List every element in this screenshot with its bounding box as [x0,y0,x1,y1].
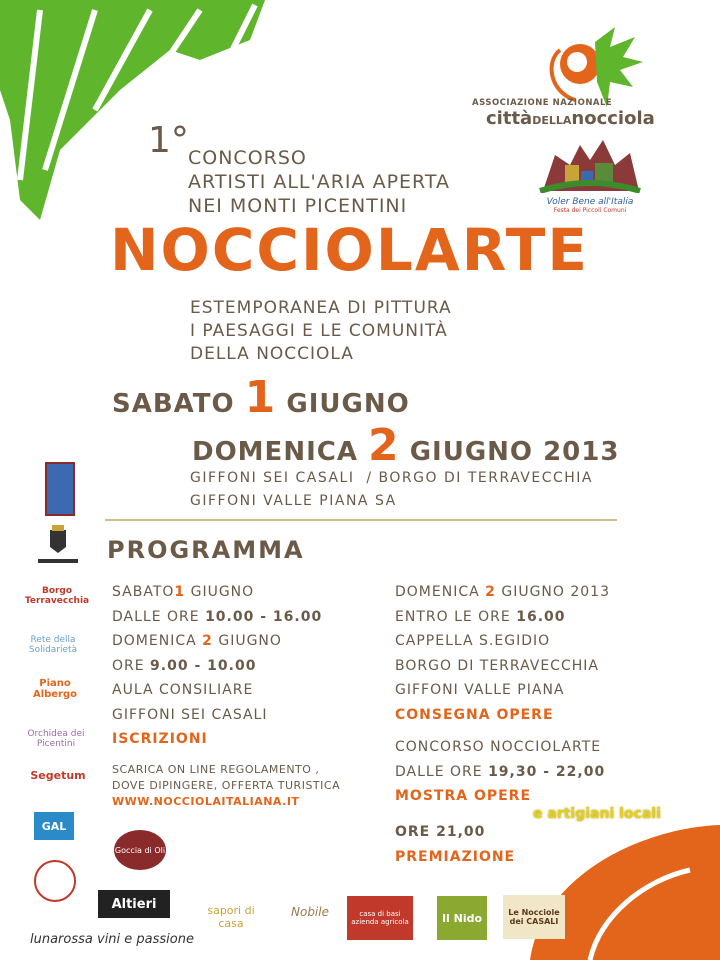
segetum-logo: Segetum [30,768,86,782]
subtitle-line-3: DELLA NOCCIOLA [190,344,354,364]
voler-bene-badge [535,135,645,214]
location-line-1: GIFFONI SEI CASALI / BORGO DI TERRAVECCHIA [190,470,593,486]
right-line-4: BORGO DI TERRAVECCHIA [395,657,599,674]
left-line-6: GIFFONI SEI CASALI [112,706,268,723]
nocciole-casali-logo: Le Nocciole dei CASALI [503,895,565,939]
date-saturday: SABATO 1 GIUGNO [112,372,410,423]
right-schedule [395,580,695,809]
edition-ordinal: 1° [148,120,189,161]
consegna-label: CONSEGNA OPERE [395,706,554,723]
subtitle-line-2: I PAESAGGI E LE COMUNITÀ [190,321,448,341]
circle-logo-icon [34,860,76,902]
left-line-1: SABATO1 GIUGNO [112,584,255,600]
nobile-logo: Nobile [291,905,329,919]
right-line-8: DALLE ORE 19,30 - 22,00 [395,763,606,780]
award-time: ORE 21,00 [395,824,486,840]
download-note-1: SCARICA ON LINE REGOLAMENTO , [112,763,320,776]
badge-title: Voler Bene all'Italia [546,197,634,207]
comune-logo [38,525,78,565]
sapori-logo: sapori di casa [207,904,255,930]
casa-di-basi-logo: casa di basi azienda agricola [347,896,413,940]
iscrizioni-label: ISCRIZIONI [112,731,208,747]
right-line-7: CONCORSO NOCCIOLARTE [395,739,602,755]
piano-albergo-logo: Piano Albergo [32,678,78,700]
right-line-2: ENTRO LE ORE 16.00 [395,608,566,625]
left-line-2: DALLE ORE 10.00 - 16.00 [112,608,323,625]
subtitle-line-1: ESTEMPORANEA DI PITTURA [190,298,452,318]
location-line-2: GIFFONI VALLE PIANA SA [190,493,397,509]
badge-subtitle: Festa dei Piccoli Comuni [553,207,627,214]
download-note-2: DOVE DIPINGERE, OFFERTA TURISTICA [112,779,341,792]
award-block [395,820,515,869]
right-line-5: GIFFONI VALLE PIANA [395,682,565,698]
header-line-1: CONCORSO [188,147,307,169]
date-sunday: DOMENICA 2 GIUGNO 2013 [192,420,620,471]
borgo-logo: Borgo Terravecchia [24,586,90,606]
gal-logo: GAL [34,812,74,840]
left-line-5: AULA CONSILIARE [112,682,254,698]
header-line-3: NEI MONTI PICENTINI [188,195,408,217]
orchidea-logo: Orchidea dei Picentini [27,729,85,749]
assoc-top-label: ASSOCIAZIONE NAZIONALE [472,98,613,108]
programma-heading: PROGRAMMA [107,536,305,564]
lunarossa-logo: lunarossa vini e passione [30,932,194,947]
website-link[interactable]: WWW.NOCCIOLAITALIANA.IT [112,795,300,808]
left-line-3: DOMENICA 2 GIUGNO [112,633,282,649]
divider [105,519,617,521]
goccia-logo: Goccia di Oli [114,830,166,870]
altieri-logo: Altieri [98,890,170,918]
assoc-name: cittàDELLAnocciola [486,108,655,129]
right-line-1: DOMENICA 2 GIUGNO 2013 [395,584,610,600]
left-schedule [112,580,392,752]
artigiani-note: e artigiani locali [533,806,661,822]
event-title: NOCCIOLARTE [110,216,589,284]
il-nido-logo: Il Nido [437,896,487,940]
coat-of-arms-icon [45,462,75,516]
left-line-4: ORE 9.00 - 10.00 [112,657,257,674]
rete-logo: Rete della Solidarietà [28,635,78,655]
header-line-2: ARTISTI ALL'ARIA APERTA [188,171,450,193]
mostra-label: MOSTRA OPERE [395,788,532,804]
right-line-3: CAPPELLA S.EGIDIO [395,633,551,649]
premiazione-label: PREMIAZIONE [395,848,516,865]
